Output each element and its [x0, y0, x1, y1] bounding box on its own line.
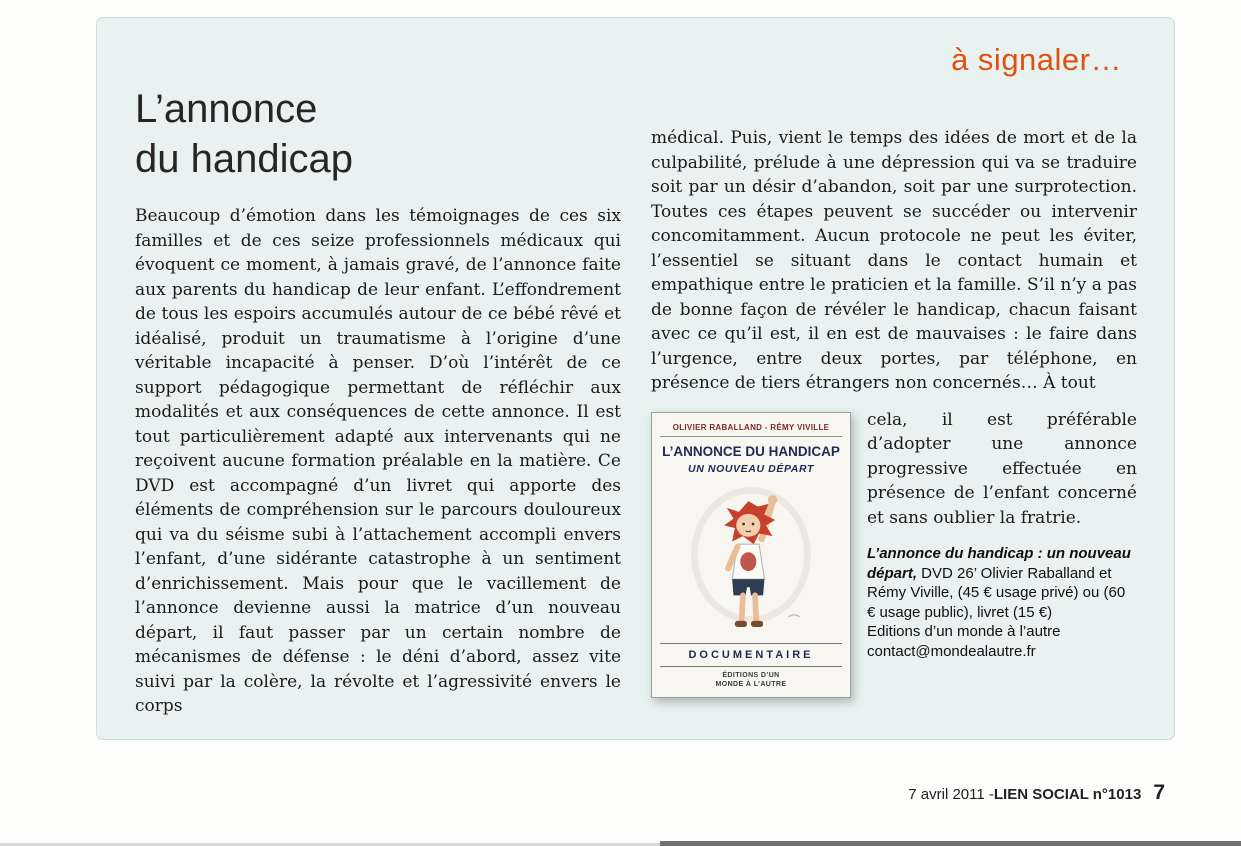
footer-date: 7 avril 2011 -	[908, 786, 994, 803]
article-paragraph-wrap: cela, il est préférable d’adopter une annonce progressive effectuée en présence de l’enfant concerné et sans oublier la fratrie.	[867, 409, 1137, 528]
article-paragraph-col1: Beaucoup d’émotion dans les témoignages de ces six familles et de ces seize professionnels médicaux qui évoquent ce moment, à jamais gravé, de l’annonce faite aux parents du handicap de leur enfant. L’effondrement de tous les espoirs accumulés autour de ce bébé rêvé et idéalisé, produit un traumatisme à l’origine d’une véritable incapacité à penser. D’où l’intérêt de ce support pédagogique permettant de réfléchir aux modalités et aux conséquences de cette annonce. Il est tout particulièrement adapté aux intervenants qui ne reçoivent aucune formation préalable en la matière. Ce DVD est accompagné d’un livret qui apporte des éléments de compréhension sur le parcours douloureux qui va du séisme subi à l’attachement accompli envers l’enfant, d’une sidérante catastrophe à un sentiment d’enrichissement. Mais pour que le vacillement de l’annonce devienne aussi la matrice d’un nouveau départ, il faut passer par un certain nombre de mécanismes de défense : le déni d’abord, assez vite suivi par la colère, la révolte et l’agressivité envers le corps	[135, 206, 621, 716]
child-illustration-icon	[681, 485, 821, 633]
scan-artifact-right	[660, 841, 1241, 846]
dvd-cover	[651, 412, 851, 698]
dvd-cover-title: L’ANNONCE DU HANDICAP	[662, 443, 840, 459]
media-block	[651, 408, 1137, 688]
caption-email: contact@mondealautre.fr	[867, 642, 1036, 660]
page-footer	[908, 781, 1165, 805]
article-title	[135, 84, 621, 184]
caption-title: L’annonce du handicap : un nouveau départ,	[867, 545, 1131, 582]
footer-journal-name: LIEN SOCIAL n°1013	[993, 786, 1142, 803]
article-title-line2: du handicap	[135, 137, 353, 181]
section-label: à signaler…	[951, 42, 1122, 77]
caption-publisher: Editions d’un monde à l’autre	[867, 623, 1061, 640]
dvd-cover-publisher-text: ÉDITIONS D’UN MONDE À L’AUTRE	[715, 671, 787, 688]
article-columns	[135, 84, 1137, 719]
dvd-cover-authors: OLIVIER RABALLAND - RÉMY VIVILLE	[660, 423, 842, 437]
article-paragraph-col2: médical. Puis, vient le temps des idées de mort et de la culpabilité, prélude à une dépression qui va se traduire soit par un désir d’abandon, soit par une surprotection. Toutes ces étapes peuvent se succéder ou intervenir concomitamment. Aucun protocole ne peut les éviter, l’essentiel se situant dans le contact humain et empathique entre le praticien et la famille. S’il n’y a pas de bonne façon de révéler le handicap, chacun faisant avec ce qu’il est, il en est de mauvaises : le faire dans l’urgence, entre deux portes, par téléphone, en présence de tiers étrangers non concernés… À tout	[651, 128, 1137, 393]
column-left	[135, 84, 621, 719]
dvd-cover-publisher	[660, 666, 842, 689]
caption-details: DVD 26’ Olivier Raballand et Rémy Viville, (45 € usage privé) ou (60 € usage public), livret (15 €)	[867, 564, 1126, 621]
dvd-cover-genre: DOCUMENTAIRE	[660, 643, 842, 661]
dvd-cover-illustration	[660, 475, 842, 643]
footer-page-number: 7	[1153, 781, 1165, 804]
article-title-line1: L’annonce	[135, 87, 318, 131]
column-right	[651, 84, 1137, 719]
article-panel	[96, 17, 1175, 740]
dvd-cover-subtitle: UN NOUVEAU DÉPART	[688, 462, 814, 475]
